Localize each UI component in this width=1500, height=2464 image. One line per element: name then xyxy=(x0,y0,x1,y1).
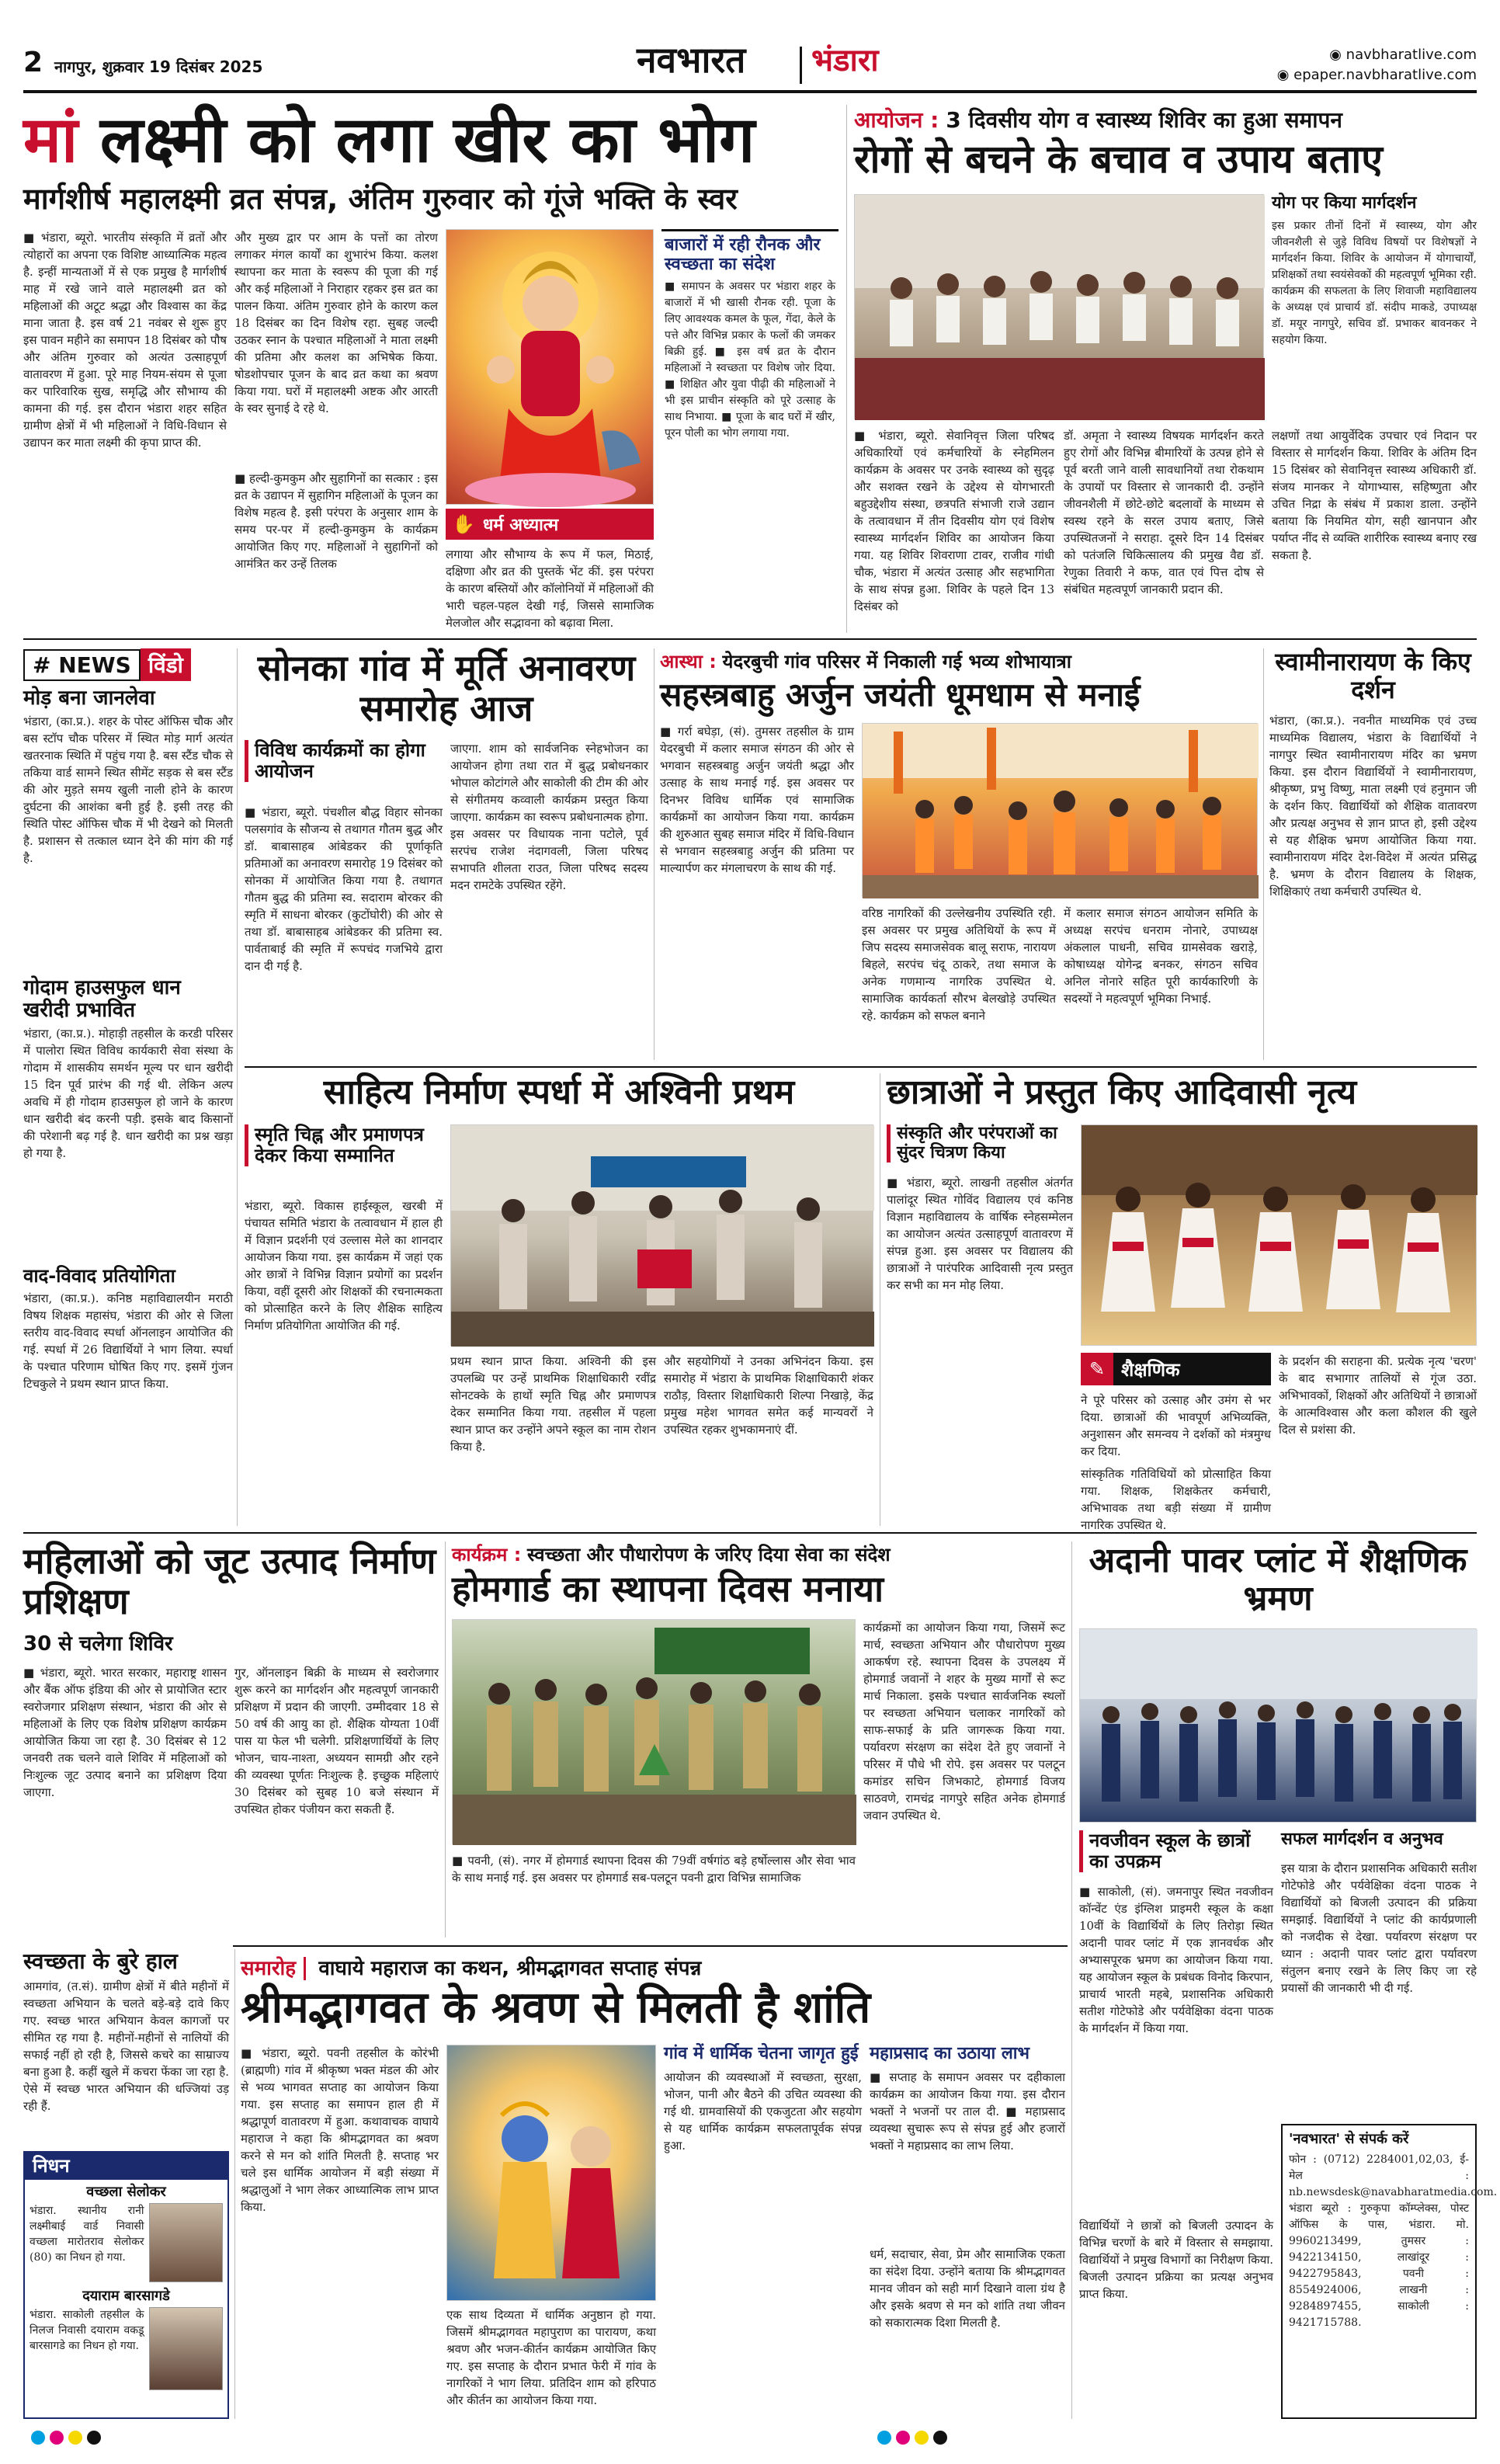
kicker-label: आयोजन : xyxy=(854,107,939,133)
shaikshanik-tag xyxy=(1081,1353,1271,1385)
pencil-icon: ✎ xyxy=(1081,1353,1113,1385)
section-rule xyxy=(245,1066,1477,1068)
column-divider xyxy=(846,105,847,633)
news-item-body: भंडारा, (का.प्र.). कनिष्ठ महाविद्यालयीन मराठी विषय शिक्षक महासंघ, भंडारा की ओर से जिला स्तरीय वाद-विवाद स्पर्धा ऑनलाइन आयोजित की गई. स्पर्धा में 26 विद्यार्थियों ने भाग लिया. स्पर्धा के पश्चात परिणाम घोषित किए गए. इसमें गुंजन टिचकुले ने प्रथम स्थान प्राप्त किया. xyxy=(23,1291,233,1392)
bhagwat-headline: श्रीमद्भागवत के श्रवण से मिलती है शांति xyxy=(241,1983,871,2033)
adani-head2: सफल मार्गदर्शन व अनुभव xyxy=(1281,1830,1443,1849)
lakshmi-col3: लगाया और सौभाग्य के रूप में फल, मिठाई, दक्षिणा और व्रत की पुस्तकें भेंट कीं. इस परंपरा के कारण बस्तियों और कॉलोनियों में महिलाओं की भारी चहल-पहल देखी गई, जिससे सामाजिक मेलजोल और सद्भावना को बढ़ावा मिला. xyxy=(446,547,654,630)
contact-lines: फोन : (0712) 2284001,02,03, ई-मेल : nb.newsdesk@navabharatmedia.com. भंडारा ब्यूरो : गुरुकृपा कॉम्प्लेक्स, पोस्ट ऑफिस के पास, भंडारा. मो. 9960213499, तुमसर : 9422134150, लाखांदूर : 9422795843, पवनी : 8554924006, लाखनी : 9284897455, साकोली : 9421715788. xyxy=(1289,2153,1498,2330)
sahitya-photo xyxy=(450,1124,873,1346)
globe-icon: ◉ xyxy=(1329,47,1346,63)
print-marks xyxy=(877,2431,1033,2454)
adivasi-story xyxy=(887,1072,1477,1532)
sidebox-title: बाजारों में रही रौनक और स्वच्छता का संदेश xyxy=(665,235,821,274)
dharma-tag xyxy=(446,509,654,540)
sahitya-headline: साहित्य निर्माण स्पर्धा में अश्विनी प्रथम xyxy=(323,1072,795,1112)
sahitya-col3: और सहयोगियों ने उनका अभिनंदन किया. इस समारोह में भंडारा के प्राथमिक शिक्षाधिकारी शंकर राठौड़, विस्तार शिक्षाधिकारी शिल्पा निखाड़े, केंद्र प्रमुख महेश भागवत समेत कई मान्यवरों ने उपस्थित रहकर शुभकामनाएं दीं. xyxy=(664,1354,873,1437)
yoga-photo xyxy=(854,194,1264,419)
side2-body: ■ सप्ताह के समापन अवसर पर दहीकाला कार्यक्रम का आयोजन किया गया. इस दौरान भक्तों ने भजनों पर ताल दी. ■ महाप्रसाद व्यवस्था सुचारू रूप से संपन्न हुई और हजारों भक्तों ने महाप्रसाद का लाभ लिया. xyxy=(870,2070,1065,2153)
yoga-col2: डॉ. अमृता ने स्वास्थ्य विषयक मार्गदर्शन करते हुए रोगों और विभिन्न बीमारियों के उत्पन्न होने से पूर्व बरती जाने वाली सावधानियों तथा रोकथाम के उपायों पर विस्तार से जानकारी दी. उन्होंने जीवनशैली में छोटे-छोटे बदलावों के माध्यम से स्वस्थ रहने के सरल उपाय बताए, जिसे उपस्थितजनों ने सराहा. दूसरे दिन 14 दिसंबर को पतंजलि चिकित्सालय की प्रमुख वैद्य डॉ. रेणुका तिवारी ने कफ, वात एवं पित्त दोष से संबंधित महत्वपूर्ण जानकारी प्रदान की. xyxy=(1064,429,1264,596)
jute-headline: महिलाओं को जूट उत्पाद निर्माण प्रशिक्षण xyxy=(23,1540,436,1622)
sonka-col1: ■ भंडारा, ब्यूरो. पंचशील बौद्ध विहार सोनका पलसगांव के सौजन्य से तथागत गौतम बुद्ध और डॉ. बाबासाहब आंबेडकर की पूर्णाकृति प्रतिमाओं का अनावरण समारोह 19 दिसंबर को सोनका में आयोजित किया गया है. तथागत गौतम बुद्ध की प्रतिमा स्व. सदाराम बोरकर की स्मृति में साधना बोरकर (कुटोंघोरी) की ओर से तथा डॉ. बाबासाहब आंबेडकर की प्रतिमा स्व. पार्वताबाई की स्मृति में रूपचंद गजभिये द्वारा दान दी गई है. xyxy=(245,805,443,973)
black-mark xyxy=(933,2431,947,2445)
award-ceremony-icon xyxy=(451,1125,874,1347)
black-mark xyxy=(87,2431,101,2445)
swachhta-body: आमगांव, (त.सं). ग्रामीण क्षेत्रों में बीते महीनों में स्वच्छता अभियान के चलते बड़े-बड़े दावे किए गए. स्वच्छ भारत अभियान केवल कागजों पर सीमित रह गया है. महीनों-महीनों से नालियों की सफाई नहीं हो रही है, जिससे कचरे का साम्राज्य बना हुआ है. कहीं खुले में कचरा फेंका जा रहा है. ऐसे में स्वच्छ भारत अभियान की धज्जियां उड़ रही हैं. xyxy=(23,1979,229,2114)
column-divider xyxy=(654,648,655,1060)
print-marks xyxy=(31,2431,186,2454)
swami-headline: स्वामीनारायण के किए दर्शन xyxy=(1275,647,1471,704)
contact-title: 'नवभारत' से संपर्क करें xyxy=(1289,2131,1409,2147)
bhagwat-conclusion: धर्म, सदाचार, सेवा, प्रेम और सामाजिक एकता का संदेश दिया. उन्होंने बताया कि श्रीमद्भागवत मानव जीवन को सही मार्ग दिखाने वाला ग्रंथ है और इसके श्रवण से मन को शांति तथा जीवन को सकारात्मक दिशा मिलती है. xyxy=(870,2247,1065,2330)
headline-red: मां xyxy=(23,103,78,177)
news-item-title: गोदाम हाउसफुल धान खरीदी प्रभावित xyxy=(23,976,181,1023)
news-window xyxy=(23,648,233,1530)
sahastra-kicker xyxy=(660,648,1258,674)
section-rule xyxy=(233,1945,1068,1947)
adani-col1: ■ साकोली, (सं). जमनापुर स्थित नवजीवन कॉन्वेंट एंड इंग्लिश प्राइमरी स्कूल के कक्षा 10वीं के विद्यार्थियों के लिए तिरोड़ा स्थित अदानी पावर प्लांट में एक ज्ञानवर्धक और अभ्यासपूरक भ्रमण का आयोजन किया गया. यह आयोजन स्कूल के प्रबंधक विनोद किरपान, प्राचार्य भारती महबे, प्रशासनिक अधिकारी सतीश गोटेफोडे और पर्यवेक्षिका वंदना पाठक के मार्गदर्शन में किया गया. xyxy=(1079,1885,1273,2035)
yellow-mark xyxy=(915,2431,929,2445)
sahastra-photo xyxy=(862,723,1258,898)
contact-box xyxy=(1281,2124,1498,2419)
homeguard-kicker xyxy=(452,1541,1065,1567)
site-link[interactable] xyxy=(1281,47,1477,63)
edition-name: भंडारा xyxy=(811,43,879,78)
yoga-sidebox xyxy=(1272,194,1477,419)
bhagwat-kicker xyxy=(241,1953,1065,1981)
news-item-title: वाद-विवाद प्रतियोगिता xyxy=(23,1265,175,1288)
kicker-text: येदरबुची गांव परिसर में निकाली गई भव्य शोभायात्रा xyxy=(722,651,1071,672)
news-item-body: भंडारा, (का.प्र.). मोहाड़ी तहसील के करडी परिसर में पालोरा स्थित विविध कार्यकारी सेवा संस्था के गोदाम में शासकीय समर्थन मूल्य पर धान खरीदी 15 दिन पूर्व प्रारंभ की गई थी. लेकिन अल्प अवधि में ही गोदाम हाउसफुल हो जाने के कारण धान खरीदी बंद करनी पड़ी. इसके बाद किसानों की परेशानी बढ़ गई है. धान खरीदी का प्रश्न खड़ा हो गया है. xyxy=(23,1027,233,1161)
sahastra-col2: वरिष्ठ नागरिकों की उल्लेखनीय उपस्थिति रही. इस अवसर पर प्रमुख अतिथियों के रूप में जिप सदस्य समाजसेवक बालू सराफ, नारायण बिहले, सरपंच चंदू ठाकरे, तथा समाज के अनेक गणमान्य नागरिक उपस्थित थे. सामाजिक कार्यकर्ता सौरभ बेलखोड़े उपस्थित रहे. कार्यक्रम को सफल बनाने xyxy=(862,906,1056,1023)
epaper-link[interactable] xyxy=(1234,67,1477,83)
jute-col2: गुर, ऑनलाइन बिक्री के माध्यम से स्वरोजगार शुरू करने का मार्गदर्शन और महत्वपूर्ण जानकारी प्रशिक्षण में प्रदान की जाएगी. उम्मीदवार 18 से 50 वर्ष की आयु का हो. शैक्षिक योग्यता 10वीं पास या फेल भी चलेगी. प्रशिक्षणार्थियों के लिए भोजन, चाय-नाश्ता, अध्ययन सामग्री और रहने की व्यवस्था पूर्णतः निःशुल्क है. इच्छुक महिलाएं 30 दिसंबर को सुबह 10 बजे संस्थान में उपस्थित होकर पंजीयन करा सकती हैं. xyxy=(234,1666,439,1816)
kicker-text: वाघाये महाराज का कथन, श्रीमद्भागवत सप्ताह संपन्न xyxy=(318,1957,702,1980)
epaper-url: epaper.navbharatlive.com xyxy=(1293,67,1477,83)
nidhan-name: दयाराम बारसागडे xyxy=(82,2288,170,2305)
homeguard-group-icon xyxy=(453,1620,856,1845)
side1-body: आयोजन की व्यवस्थाओं में स्वच्छता, सुरक्षा, भोजन, पानी और बैठने की उचित व्यवस्था की गई थी. ग्रामवासियों की एकजुटता और सहयोग से यह धार्मिक कार्यक्रम सफलतापूर्वक संपन्न हुआ. xyxy=(664,2070,862,2153)
bhagwat-story xyxy=(241,1953,1065,2419)
section-rule xyxy=(23,1532,1477,1534)
kicker-label: समारोह xyxy=(241,1957,306,1980)
krishna-arjuna-icon xyxy=(447,2045,657,2302)
adivasi-col2: के प्रदर्शन की सराहना की. प्रत्येक नृत्य 'चरण' के बाद सभागार तालियों से गूंज उठा. अभिभावकों, शिक्षकों और अतिथियों ने छात्राओं के आत्मविश्वास और कला कौशल की खुले दिल से प्रशंसा की. xyxy=(1279,1354,1477,1437)
news-item-body: भंडारा, (का.प्र.). शहर के पोस्ट ऑफिस चौक और बस स्टॉप चौक परिसर में स्थित मोड़ मार्ग अत्यंत खतरनाक स्थिति में पहुंच गया है. बस स्टैंड चौक से तकिया वार्ड सामने स्थित सीमेंट सड़क से बस स्टैंड की ओर मुड़ते समय खुली नाली होने के कारण दुर्घटना की आशंका बनी हुई है. इसी तरह की स्थिति पोस्ट ऑफिस चौक में भी देखने को मिलती है. प्रशासन से तत्काल ध्यान देने की मांग की गई है. xyxy=(23,714,233,866)
adivasi-headline: छात्राओं ने प्रस्तुत किए आदिवासी नृत्य xyxy=(887,1072,1357,1112)
yoga-col1: ■ भंडारा, ब्यूरो. सेवानिवृत्त जिला परिषद अधिकारियों एवं कर्मचारियों के स्नेहमिलन कार्यक्रम के अवसर पर उनके स्वास्थ्य को सुदृढ़ और सशक्त रखने के उद्देश्य से योगभारती बहुउद्देशीय संस्था, छत्रपति संभाजी राजे उद्यान के तत्वावधान में तीन दिवसीय योग एवं विशेष स्वास्थ्य मार्गदर्शन शिविर का आयोजन किया गया. यह शिविर शिवराणा टावर, राजीव गांधी चौक, भंडारा में अत्यंत उत्साह और सहभागिता के साथ संपन्न हुआ. शिविर के पहले दिन 13 दिसंबर को xyxy=(854,429,1054,613)
yoga-headline: रोगों से बचने के बचाव व उपाय बताए xyxy=(854,137,1383,182)
masthead: नवभारत xyxy=(637,39,746,81)
dancers-icon xyxy=(1082,1125,1477,1347)
sonka-subhead: विविध कार्यक्रमों का होगा आयोजन xyxy=(245,740,443,782)
swami-story xyxy=(1269,648,1477,1064)
adivasi-photo xyxy=(1081,1124,1477,1346)
sahitya-story xyxy=(245,1073,873,1526)
nidhan-title: निधन xyxy=(25,2153,227,2180)
lakshmi-col2: और मुख्य द्वार पर आम के पत्तों का तोरण लगाकर मंगल कार्यों का शुभारंभ किया. कलश स्थापना कर माता के स्वरूप की पूजा की गई और कई महिलाओं ने निराहार रहकर इस व्रत का पालन किया. अंतिम गुरुवार होने के कारण कल 18 दिसंबर का दिन विशेष रहा. सुबह जल्दी उठकर स्नान के पश्चात महिलाओं ने माता लक्ष्मी की प्रतिमा और कलश का अभिषेक किया. षोडशोपचार पूजन के बाद व्रत कथा का श्रवण किया गया. घरों में महालक्ष्मी अष्टक और आरती के स्वर सुनाई दे रहे थे. xyxy=(234,231,438,415)
header-rule xyxy=(23,90,1477,93)
lakshmi-col2b: ■ हल्दी-कुमकुम और सुहागिनों का सत्कार : इस व्रत के उद्यापन में सुहागिन महिलाओं के पूजन का विशेष महत्व है. इसी परंपरा के अनुसार शाम के समय पर-पर में हल्दी-कुमकुम के कार्यक्रम आयोजित किए गए. महिलाओं ने सुहागिनों को आमंत्रित कर उन्हें तिलक xyxy=(234,471,438,571)
sahastra-story xyxy=(660,648,1258,1064)
sahastra-col3: में कलार समाज संगठन आयोजन समिति के अध्यक्ष सरपंच धनराम नोनारे, उपाध्यक्ष अंकलाल पाधनी, सचिव ग्रामसेवक खराड़े, कोषाध्यक्ष योगेन्द्र बनकर, संगठन सचिव अनिल नोनारे सहित पूरी कार्यकारिणी के सदस्यों ने महत्वपूर्ण भूमिका निभाई. xyxy=(1064,906,1258,1006)
kicker-label: कार्यक्रम : xyxy=(452,1544,522,1566)
sonka-story xyxy=(245,648,648,1064)
magenta-mark xyxy=(50,2431,64,2445)
homeguard-col2: कार्यक्रमों का आयोजन किया गया, जिसमें रूट मार्च, स्वच्छता अभियान और पौधारोपण मुख्य आकर्षण रहे. स्थापना दिवस के उपलक्ष्य में होमगार्ड जवानों ने शहर के मुख्य मार्गों से रूट मार्च निकाला. इसके पश्चात सार्वजनिक स्थलों पर स्वच्छता अभियान चलाकर नागरिकों को साफ-सफाई के प्रति जागरूक किया गया. पर्यावरण संरक्षण का संदेश देते हुए जवानों ने परिसर में पौधे भी रोपे. इस अवसर पर पलटून कमांडर सचिन जिभकाटे, होमगार्ड विजय साठवणे, रामचंद्र नागपुरे सहित अनेक होमगार्ड जवान उपस्थित थे. xyxy=(863,1621,1065,1823)
swachhta-story xyxy=(23,1949,229,2143)
bhagwat-col1: ■ भंडारा, ब्यूरो. पवनी तहसील के कोरंभी (ब्राह्मणी) गांव में श्रीकृष्ण भक्त मंडल की ओर से भव्य भागवत सप्ताह का आयोजन किया गया. इस सप्ताह का समापन हाल ही में श्रद्धापूर्ण वातावरण में हुआ. कथावाचक वाघाये महाराज ने कहा कि श्रीमद्भागवत का श्रवण करने से मन को शांति मिलती है. सप्ताह भर चले इस धार्मिक आयोजन में बड़ी संख्या में श्रद्धालुओं ने भाग लेकर आध्यात्मिक लाभ प्राप्त किया. xyxy=(241,2046,439,2214)
column-divider xyxy=(1071,1541,1072,2419)
bhagwat-side2 xyxy=(870,2045,1065,2419)
dateline: नागपुर, शुक्रवार 19 दिसंबर 2025 xyxy=(54,57,263,76)
adani-col3: विद्यार्थियों ने छात्रों को बिजली उत्पादन के विभिन्न चरणों के बारे में विस्तार से समझाया. विद्यार्थियों ने प्रमुख विभागों का निरीक्षण किया. बिजली उत्पादन प्रक्रिया का प्रत्यक्ष अनुभव प्राप्त किया. xyxy=(1079,2219,1273,2301)
nidhan-name: वच्छला सेलोकर xyxy=(86,2183,166,2200)
bhagwat-side1 xyxy=(664,2045,862,2419)
masthead-divider xyxy=(800,47,802,84)
lakshmi-col1: ■ भंडारा, ब्यूरो. भारतीय संस्कृति में व्रतों और त्योहारों का अपना एक विशिष्ट आध्यात्मिक महत्व है. इन्हीं मान्यताओं में से एक प्रमुख है मार्गशीर्ष माह में रखे जाने वाले महालक्ष्मी व्रत को महिलाओं की अटूट श्रद्धा और विश्वास का केंद्र माना जाता है. इस वर्ष 21 नवंबर से शुरू हुए इस पावन महीने का समापन 18 दिसंबर को पौष और अंतिम गुरुवार को अत्यंत उत्साहपूर्ण वातावरण में हुआ. पूरे माह नियम-संयम से पूजा कर पारिवारिक सुख, समृद्धि और सौभाग्य की कामना की गई. इस दौरान भंडारा शहर सहित ग्रामीण क्षेत्रों में भी महिलाओं ने विधि-विधान से उद्यापन कर माता लक्ष्मी की कृपा प्राप्त की. xyxy=(23,231,227,450)
lakshmi-subhead: मार्गशीर्ष महालक्ष्मी व्रत संपन्न, अंतिम गुरुवार को गूंजे भक्ति के स्वर xyxy=(23,182,738,216)
bhagwat-col2: एक साथ दिव्यता में धार्मिक अनुष्ठान हो गया. जिसमें श्रीमद्भागवत महापुराण का पारायण, कथा श्रवण और भजन-कीर्तन कार्यक्रम आयोजित किए गए. इस सप्ताह के दौरान प्रभात फेरी में गांव के नागरिकों ने भाग लिया. प्रतिदिन शाम को हरिपाठ और कीर्तन का आयोजन किया गया. xyxy=(446,2308,656,2407)
adivasi-subhead: संस्कृति और परंपराओं का सुंदर चित्रण किया xyxy=(887,1124,1073,1162)
adivasi-col1: ■ भंडारा, ब्यूरो. लाखनी तहसील अंतर्गत पालांदूर स्थित गोविंद विद्यालय एवं कनिष्ठ विज्ञान महाविद्यालय के वार्षिक स्नेहसम्मेलन का आयोजन अत्यंत उत्साहपूर्ण वातावरण में संपन्न हुआ. इस अवसर पर विद्यालय की छात्राओं ने पारंपरिक आदिवासी नृत्य प्रस्तुत कर सभी का मन मोह लिया. xyxy=(887,1176,1073,1292)
jute-subhead: 30 से चलेगा शिविर xyxy=(23,1632,173,1656)
globe-icon: ◉ xyxy=(1276,67,1294,83)
adani-photo xyxy=(1079,1628,1477,1823)
column-divider xyxy=(445,1541,446,1937)
jute-col1: ■ भंडारा, ब्यूरो. भारत सरकार, महाराष्ट्र शासन और बैंक ऑफ इंडिया की ओर से प्रायोजित स्टार स्वरोजगार प्रशिक्षण संस्थान, भंडारा की ओर से महिलाओं के लिए एक विशेष प्रशिक्षण कार्यक्रम आयोजित किया जा रहा है. 30 दिसंबर से 12 जनवरी तक चलने वाले शिविर में महिलाओं को निःशुल्क जूट उत्पाद बनाने का प्रशिक्षण दिया जाएगा. xyxy=(23,1666,227,1799)
column-divider xyxy=(234,1949,235,2419)
yoga-group-icon xyxy=(855,195,1265,420)
kicker-text: 3 दिवसीय योग व स्वास्थ्य शिविर का हुआ समापन xyxy=(946,107,1342,133)
sahitya-col1: भंडारा, ब्यूरो. विकास हाईस्कूल, खरबी में पंचायत समिति भंडारा के तत्वावधान में हाल ही में विज्ञान प्रदर्शनी एवं उल्लास मेले का शानदार आयोजन किया गया. इस कार्यक्रम में जहां एक ओर छात्रों ने विभिन्न विज्ञान प्रयोगों का प्रदर्शन किया, वहीं दूसरी ओर शिक्षकों की रचनात्मकता को प्रोत्साहित करने के लिए शैक्षिक साहित्य निर्माण प्रतियोगिता आयोजित की गई. xyxy=(245,1199,443,1333)
adani-story xyxy=(1079,1541,1498,2419)
procession-icon xyxy=(863,724,1259,898)
lakshmi-headline xyxy=(23,105,839,176)
news-label: # NEWS xyxy=(23,649,141,681)
lakshmi-story xyxy=(23,105,839,633)
site-url: navbharatlive.com xyxy=(1345,47,1477,63)
adani-headline: अदानी पावर प्लांट में शैक्षणिक भ्रमण xyxy=(1089,1541,1467,1619)
portrait-photo xyxy=(149,2307,223,2390)
cyan-mark xyxy=(877,2431,891,2445)
sidebox-body: ■ समापन के अवसर पर भंडारा शहर के बाजारों में भी खासी रौनक रही. पूजा के लिए आवश्यक कमल के फूल, गेंदा, केले के पत्ते और विभिन्न प्रकार के फलों की जमकर बिक्री हुई. ■ इस वर्ष व्रत के दौरान महिलाओं ने स्वच्छता पर विशेष जोर दिया. ■ शिक्षित और युवा पीढ़ी की महिलाओं ने भी इस प्राचीन संस्कृति को पूरे उत्साह के साथ निभाया. ■ पूजा के बाद घरों में खीर, पूरन पोली का भोग लगाया गया. xyxy=(665,280,835,440)
yoga-col3: लक्षणों तथा आयुर्वेदिक उपचार एवं निदान पर विस्तार से मार्गदर्शन किया. शिविर के अंतिम दिन 15 दिसंबर को सेवानिवृत्त स्वास्थ्य अधिकारी डॉ. संजय मानकर ने योगाभ्यास, सहिष्णुता और उचित निद्रा के संबंध में प्रकाश डाला. उन्होंने बताया कि नियमित योग, सही खानपान और पर्याप्त नींद से व्यक्ति शारीरिक स्वास्थ्य बनाए रख सकता है. xyxy=(1272,429,1477,562)
cyan-mark xyxy=(31,2431,45,2445)
sahastra-col1: ■ गर्रा बघेड़ा, (सं). तुमसर तहसील के ग्राम येदरबुची में कलार समाज संगठन की ओर से भगवान सहस्त्रबाहु अर्जुन जयंती श्रद्धा और उत्साह के साथ मनाई गई. इस अवसर पर दिनभर विविध धार्मिक एवं सामाजिक कार्यक्रमों का आयोजन किया गया. कार्यक्रम की शुरुआत सुबह समाज मंदिर में विधि-विधान से भगवान सहस्त्रबाहु अर्जुन की प्रतिमा पर माल्यार्पण कर मंगलाचरण के साथ की गई. xyxy=(660,725,854,875)
side1-title: गांव में धार्मिक चेतना जागृत हुई xyxy=(664,2044,859,2063)
jute-story xyxy=(23,1541,439,1941)
magenta-mark xyxy=(896,2431,910,2445)
yellow-mark xyxy=(68,2431,82,2445)
homeguard-photo xyxy=(452,1619,856,1844)
lakshmi-image xyxy=(446,229,654,505)
news-label2: विंडो xyxy=(141,648,191,681)
homeguard-story xyxy=(452,1541,1065,1941)
yoga-story xyxy=(854,105,1477,633)
yoga-side-head: योग पर किया मार्गदर्शन xyxy=(1272,193,1417,213)
headline-text: लक्ष्मी को लगा खीर का भोग xyxy=(99,103,755,177)
adivasi-col4: सांस्कृतिक गतिविधियों को प्रोत्साहित किया गया. शिक्षक, शिक्षकेतर कर्मचारी, अभिभावक तथा बड़ी संख्या में ग्रामीण नागरिक उपस्थित थे. xyxy=(1081,1467,1271,1532)
column-divider xyxy=(237,648,238,1526)
section-rule xyxy=(23,638,1477,640)
homeguard-col1: ■ पवनी, (सं). नगर में होमगार्ड स्थापना दिवस की 79वीं वर्षगांठ बड़े हर्षोल्लास और सेवा भाव के साथ मनाई गई. इस अवसर पर होमगार्ड सब-पलटून पवनी द्वारा विभिन्न सामाजिक xyxy=(452,1854,856,1885)
swami-body: भंडारा, (का.प्र.). नवनीत माध्यमिक एवं उच्च माध्यमिक विद्यालय, भंडारा के विद्यार्थियों ने नागपुर स्थित स्वामीनारायण मंदिर का भ्रमण किया. इस दौरान विद्यार्थियों ने स्वामीनारायण, श्रीकृष्ण, प्रभु विष्णु, माता लक्ष्मी एवं हनुमान जी के दर्शन किए. विद्यार्थियों को शैक्षिक वातावरण और प्रत्यक्ष अनुभव से ज्ञान प्राप्त हो, इसी उद्देश्य से यह शैक्षिक भ्रमण आयोजित किया गया. स्वामीनारायण मंदिर देश-विदेश में अत्यंत प्रसिद्ध है. भ्रमण के दौरान विद्यालय के शिक्षक, शिक्षिकाएं तथा कर्मचारी उपस्थित थे. xyxy=(1269,713,1477,898)
namaste-icon: ✋ xyxy=(452,513,475,535)
students-group-icon xyxy=(1080,1629,1477,1823)
kicker-text: स्वच्छता और पौधारोपण के जरिए दिया सेवा का संदेश xyxy=(526,1544,891,1566)
swachhta-title: स्वच्छता के बुरे हाल xyxy=(23,1948,178,1974)
nidhan-box xyxy=(23,2151,229,2419)
sahitya-subhead: स्मृति चिह्न और प्रमाणपत्र देकर किया सम्मानित xyxy=(245,1124,443,1166)
column-divider xyxy=(1263,648,1264,1060)
nidhan-body: भंडारा. साकोली तहसील के निलज निवासी दयाराम वकडू बारसागडे का निधन हो गया. xyxy=(30,2309,144,2353)
sahastra-headline: सहस्त्रबाहु अर्जुन जयंती धूमधाम से मनाई xyxy=(660,676,1141,714)
kicker-label: आस्था : xyxy=(660,651,717,672)
news-window-label xyxy=(23,648,233,681)
page-header xyxy=(23,23,1477,95)
adivasi-col3: ने पूरे परिसर को उत्साह और उमंग से भर दिया. छात्राओं की भावपूर्ण अभिव्यक्ति, अनुशासन और समन्वय ने दर्शकों को मंत्रमुग्ध कर दिया. xyxy=(1081,1393,1271,1458)
goddess-figure-icon xyxy=(446,230,655,506)
nidhan-body: भंडारा. स्थानीय रानी लक्ष्मीबाई वार्ड निवासी वच्छला मारोतराव सेलोकर (80) का निधन हो गया. xyxy=(30,2205,144,2264)
lakshmi-sidebox xyxy=(661,229,839,629)
shaikshanik-label: शैक्षणिक xyxy=(1121,1358,1180,1381)
sonka-headline: सोनका गांव में मूर्ति अनावरण समारोह आज xyxy=(257,647,636,729)
sahitya-col2: प्रथम स्थान प्राप्त किया. अश्विनी की इस उपलब्धि पर उन्हें प्राथमिक शिक्षाधिकारी रवींद्र सोनटक्के के हाथों स्मृति चिह्न और प्रमाणपत्र देकर सम्मानित किया गया. तहसील में पहला स्थान प्राप्त कर उन्होंने अपने स्कूल का नाम रोशन किया है. xyxy=(450,1354,656,1454)
bhagwat-image xyxy=(446,2045,656,2301)
portrait-photo xyxy=(149,2203,223,2282)
side2-title: महाप्रसाद का उठाया लाभ xyxy=(870,2044,1030,2063)
adani-side-head: नवजीवन स्कूल के छात्रों का उपक्रम xyxy=(1079,1830,1273,1872)
adani-col2: इस यात्रा के दौरान प्रशासनिक अधिकारी सतीश गोटेफोडे और पर्यवेक्षिका वंदना पाठक ने विद्यार्थियों को बिजली उत्पादन की प्रक्रिया समझाई. विद्यार्थियों ने प्लांट की कार्यप्रणाली को नजदीक से देखा. पर्यावरण संरक्षण पर ध्यान : अदानी पावर प्लांट द्वारा पर्यावरण संतुलन बनाए रखने के लिए किए जा रहे प्रयासों की जानकारी भी दी गई. xyxy=(1281,1861,1477,1995)
yoga-side-body: इस प्रकार तीनों दिनों में स्वास्थ्य, योग और जीवनशैली से जुड़े विविध विषयों पर विशेषज्ञों ने मार्गदर्शन किया. शिविर के आयोजन में योगाचार्यों, प्रशिक्षकों तथा स्वयंसेवकों की महत्वपूर्ण भूमिका रही. कार्यक्रम की सफलता के लिए शिवाजी महाविद्यालय के अध्यक्ष एवं प्राचार्य डॉ. संदीप माकडे, उपाध्यक्ष डॉ. मयूर नागपुरे, सचिव डॉ. प्रभाकर बावनकर ने सहयोग किया. xyxy=(1272,219,1477,346)
homeguard-headline: होमगार्ड का स्थापना दिवस मनाया xyxy=(452,1568,884,1610)
news-item-title: मोड़ बना जानलेवा xyxy=(23,686,155,710)
yoga-kicker xyxy=(854,105,1477,134)
dharma-tag-label: धर्म अध्यात्म xyxy=(482,516,559,535)
page-number: 2 xyxy=(23,47,43,78)
sonka-col2: जाएगा. शाम को सार्वजनिक स्नेहभोजन का आयोजन होगा तथा रात में बुद्ध प्रबोधनकार भोपाल कोटांगले और साकोली की टीम की ओर से संगीतमय कव्वाली कार्यक्रम प्रस्तुत किया जाएगा. कार्यक्रम का स्वरूप प्रबोधनात्मक होगा. इस अवसर पर विधायक नाना पटोले, पूर्व सरपंच राजेश नंदागवली, जिला परिषद सभापति शीलता राउत, जिला परिषद सदस्य मदन रामटेके उपस्थित रहेंगे. xyxy=(450,742,648,892)
